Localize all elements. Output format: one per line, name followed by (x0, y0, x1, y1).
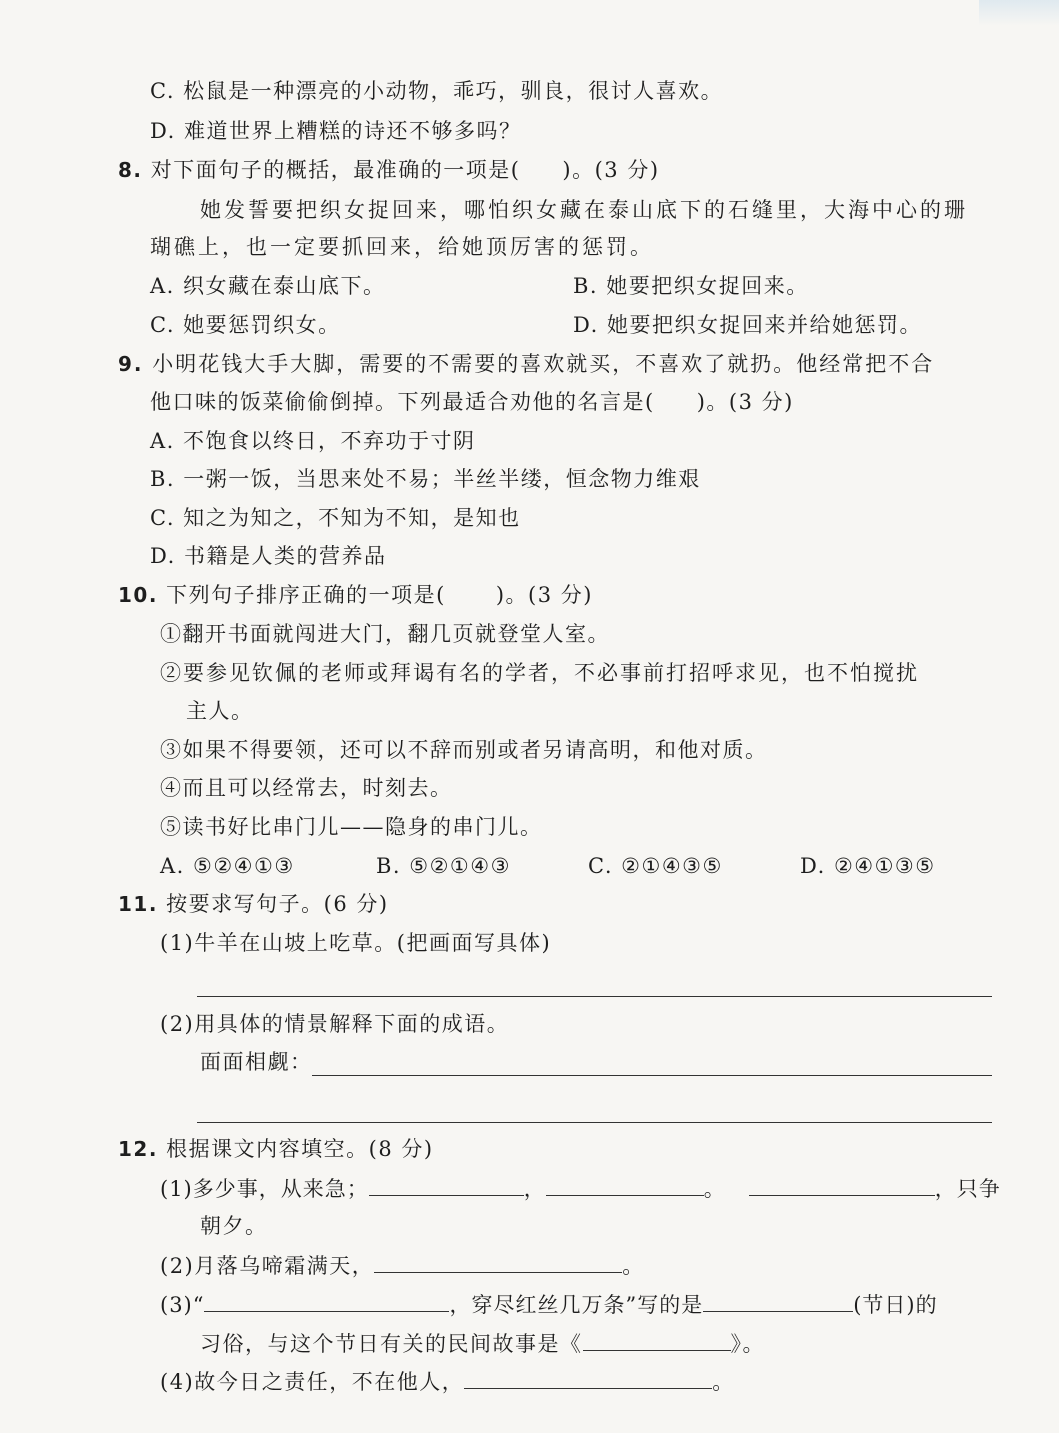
q8-stem-text-b: )。(3 分) (562, 158, 660, 182)
q12-part-1 (160, 1175, 1001, 1202)
q8-option-b: B. 她要把织女捉回来。 (573, 274, 809, 298)
q10-stem-text-b: )。(3 分) (495, 583, 593, 607)
q10-sentence-3: ③如果不得要领，还可以不辞而别或者另请高明，和他对质。 (160, 738, 768, 762)
q9-option-b: B. 一粥一饭，当思来处不易；半丝半缕，恒念物力维艰 (150, 467, 701, 491)
q12-part-3-text-c: (节日)的 (853, 1293, 938, 1317)
q10-stem (118, 582, 593, 608)
q12-blank-8[interactable] (464, 1368, 712, 1389)
q12-blank-7[interactable] (583, 1330, 731, 1351)
q8-number: 8. (118, 158, 143, 182)
q8-passage-line-1: 她发誓要把织女捉回来，哪怕织女藏在泰山底下的石缝里，大海中心的珊 (200, 198, 968, 222)
q12-part-3-text-a: (3)“ (160, 1293, 205, 1317)
q9-stem-text-1: 小明花钱大手大脚，需要的不需要的喜欢就买，不喜欢了就扔。他经常把不合 (152, 352, 935, 376)
q8-option-c: C. 她要惩罚织女。 (150, 313, 341, 337)
q10-stem-text-a: 下列句子排序正确的一项是( (166, 583, 446, 607)
q10-option-a: A. ⑤②④①③ (160, 854, 295, 878)
q12-number: 12. (118, 1137, 158, 1161)
q11-answer-line-2[interactable] (312, 1075, 992, 1076)
q12-blank-1[interactable] (369, 1175, 524, 1196)
q10-sentence-1: ①翻开书面就闯进大门，翻几页就登堂人室。 (160, 622, 610, 646)
q12-blank-6[interactable] (703, 1291, 853, 1312)
q11-part-1: (1)牛羊在山坡上吃草。(把画面写具体) (160, 931, 552, 955)
q12-part-4-text-b: 。 (712, 1370, 735, 1394)
q12-stem (118, 1136, 434, 1162)
q12-blank-3[interactable] (749, 1175, 935, 1196)
q12-part-1-text-d: ，只争 (934, 1177, 1001, 1201)
q12-part-1-text-a: (1)多少事，从来急； (160, 1177, 369, 1201)
q10-sentence-2-cont: 主人。 (186, 699, 254, 723)
q9-stem-text-2b: )。(3 分) (696, 390, 794, 414)
q11-part-2: (2)用具体的情景解释下面的成语。 (160, 1012, 510, 1036)
q9-option-d: D. 书籍是人类的营养品 (150, 544, 387, 568)
q12-part-1-text-b: ， (523, 1177, 546, 1201)
q9-number: 9. (118, 352, 144, 376)
q11-answer-line-3[interactable] (197, 1122, 992, 1123)
q12-part-4-text-a: (4)故今日之责任，不在他人， (160, 1370, 465, 1394)
q11-idiom-label: 面面相觑： (200, 1050, 313, 1074)
q9-option-c: C. 知之为知之，不知为不知，是知也 (150, 506, 521, 530)
q9-stem-line-1 (118, 351, 934, 377)
q11-stem-text: 按要求写句子。(6 分) (166, 892, 389, 916)
q10-option-c: C. ②①④③⑤ (588, 854, 723, 878)
q10-number: 10. (118, 583, 158, 607)
q12-part-4 (160, 1368, 735, 1395)
q12-part-3-cont (200, 1330, 765, 1357)
q8-stem (118, 157, 660, 183)
q7-option-d: D. 难道世界上糟糕的诗还不够多吗？ (150, 119, 522, 143)
q9-option-a: A. 不饱食以终日，不弃功于寸阴 (150, 429, 476, 453)
q12-part-2-text-a: (2)月落乌啼霜满天， (160, 1254, 375, 1278)
q12-part-2 (160, 1252, 645, 1279)
q10-sentence-4: ④而且可以经常去，时刻去。 (160, 776, 453, 800)
q9-stem-line-2 (150, 389, 794, 415)
q12-blank-5[interactable] (204, 1291, 449, 1312)
q12-part-3-text-d: 习俗，与这个节日有关的民间故事是《 (200, 1332, 583, 1356)
q10-option-b: B. ⑤②①④③ (376, 854, 511, 878)
q12-part-2-text-b: 。 (622, 1254, 645, 1278)
q12-blank-4[interactable] (374, 1252, 622, 1273)
q10-sentence-2: ②要参见钦佩的老师或拜谒有名的学者，不必事前打招呼求见，也不怕搅扰 (160, 661, 919, 685)
q8-stem-text-a: 对下面句子的概括，最准确的一项是( (150, 158, 521, 182)
q11-number: 11. (118, 892, 158, 916)
q7-option-c: C. 松鼠是一种漂亮的小动物，乖巧，驯良，很讨人喜欢。 (150, 79, 724, 103)
scan-edge (979, 0, 1059, 26)
q8-passage-line-2: 瑚礁上，也一定要抓回来，给她顶厉害的惩罚。 (150, 235, 654, 259)
q12-part-3-text-e: 》。 (730, 1332, 765, 1356)
q8-option-a: A. 织女藏在泰山底下。 (150, 274, 386, 298)
q11-stem (118, 891, 389, 917)
q12-stem-text: 根据课文内容填空。(8 分) (166, 1137, 434, 1161)
q10-sentence-5: ⑤读书好比串门儿——隐身的串门儿。 (160, 815, 543, 839)
q10-option-d: D. ②④①③⑤ (800, 854, 936, 878)
q11-answer-line-1[interactable] (197, 996, 992, 997)
q12-part-1-cont: 朝夕。 (200, 1214, 268, 1238)
q12-part-3 (160, 1291, 938, 1318)
q12-blank-2[interactable] (546, 1175, 704, 1196)
q8-option-d: D. 她要把织女捉回来并给她惩罚。 (573, 313, 922, 337)
q12-part-3-text-b: ，穿尽红丝几万条”写的是 (449, 1293, 704, 1317)
q9-stem-text-2a: 他口味的饭菜偷偷倒掉。下列最适合劝他的名言是( (150, 390, 655, 414)
q12-part-1-text-c: 。 (703, 1177, 726, 1201)
